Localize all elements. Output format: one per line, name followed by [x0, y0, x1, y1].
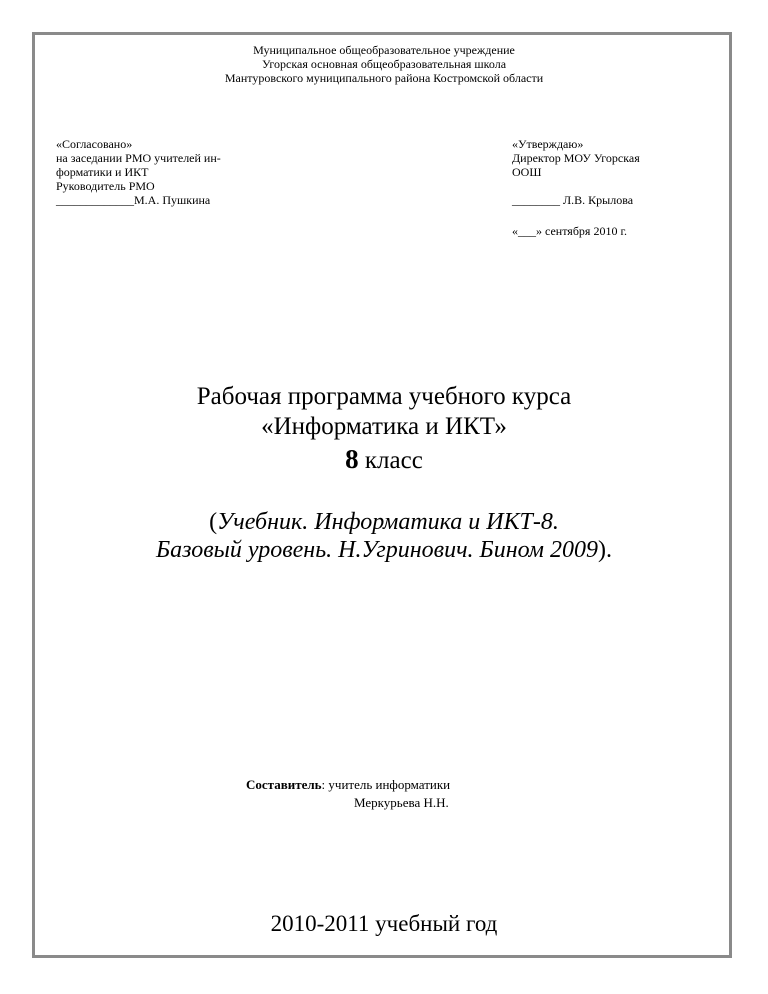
grade-word: класс	[358, 447, 423, 474]
agreed-block	[56, 137, 221, 207]
agreed-line-3: Руководитель РМО	[56, 179, 155, 193]
agreed-title: «Согласовано»	[56, 137, 133, 151]
composer-label: Составитель	[246, 777, 322, 792]
composer-role: : учитель информатики	[321, 777, 451, 792]
academic-year: 2010-2011 учебный год	[270, 911, 498, 936]
textbook-line-1	[0, 508, 768, 536]
header-line-institution: Муниципальное общеобразовательное учреждение	[253, 43, 515, 57]
agreed-signature: _____________М.А. Пушкина	[56, 193, 211, 207]
program-title	[0, 382, 768, 476]
header-line-district: Мантуровского муниципального района Костромской области	[224, 71, 544, 85]
agreed-line-2: форматики и ИКТ	[56, 165, 149, 179]
composer-line	[246, 776, 450, 794]
agreed-line-1: на заседании РМО учителей ин-	[56, 151, 221, 165]
textbook-edition: Базовый уровень. Н.Угринович. Бином 2009	[156, 537, 598, 563]
textbook-close-paren: ).	[598, 537, 612, 563]
approved-title: «Утверждаю»	[512, 137, 584, 151]
program-title-line-2: «Информатика и ИКТ»	[261, 413, 507, 440]
textbook-title: Учебник. Информатика и ИКТ-8.	[217, 509, 559, 535]
textbook-line-2	[0, 536, 768, 564]
approved-date: «___» сентября 2010 г.	[512, 224, 628, 238]
approved-signature: ________ Л.В. Крылова	[512, 193, 634, 207]
textbook-info	[0, 508, 768, 564]
composer-name: Меркурьева Н.Н.	[354, 795, 449, 810]
program-title-line-1: Рабочая программа учебного курса	[196, 383, 572, 410]
header-line-school: Угорская основная общеобразовательная школа	[261, 57, 507, 71]
grade-line	[0, 444, 768, 476]
textbook-open-paren: (	[209, 509, 218, 535]
approved-line-1: Директор МОУ Угорская	[512, 151, 640, 165]
composer-block	[246, 776, 450, 812]
approved-line-2: ООШ	[512, 165, 542, 179]
grade-number: 8	[345, 444, 359, 474]
approved-block	[512, 137, 640, 238]
school-header	[0, 43, 768, 85]
